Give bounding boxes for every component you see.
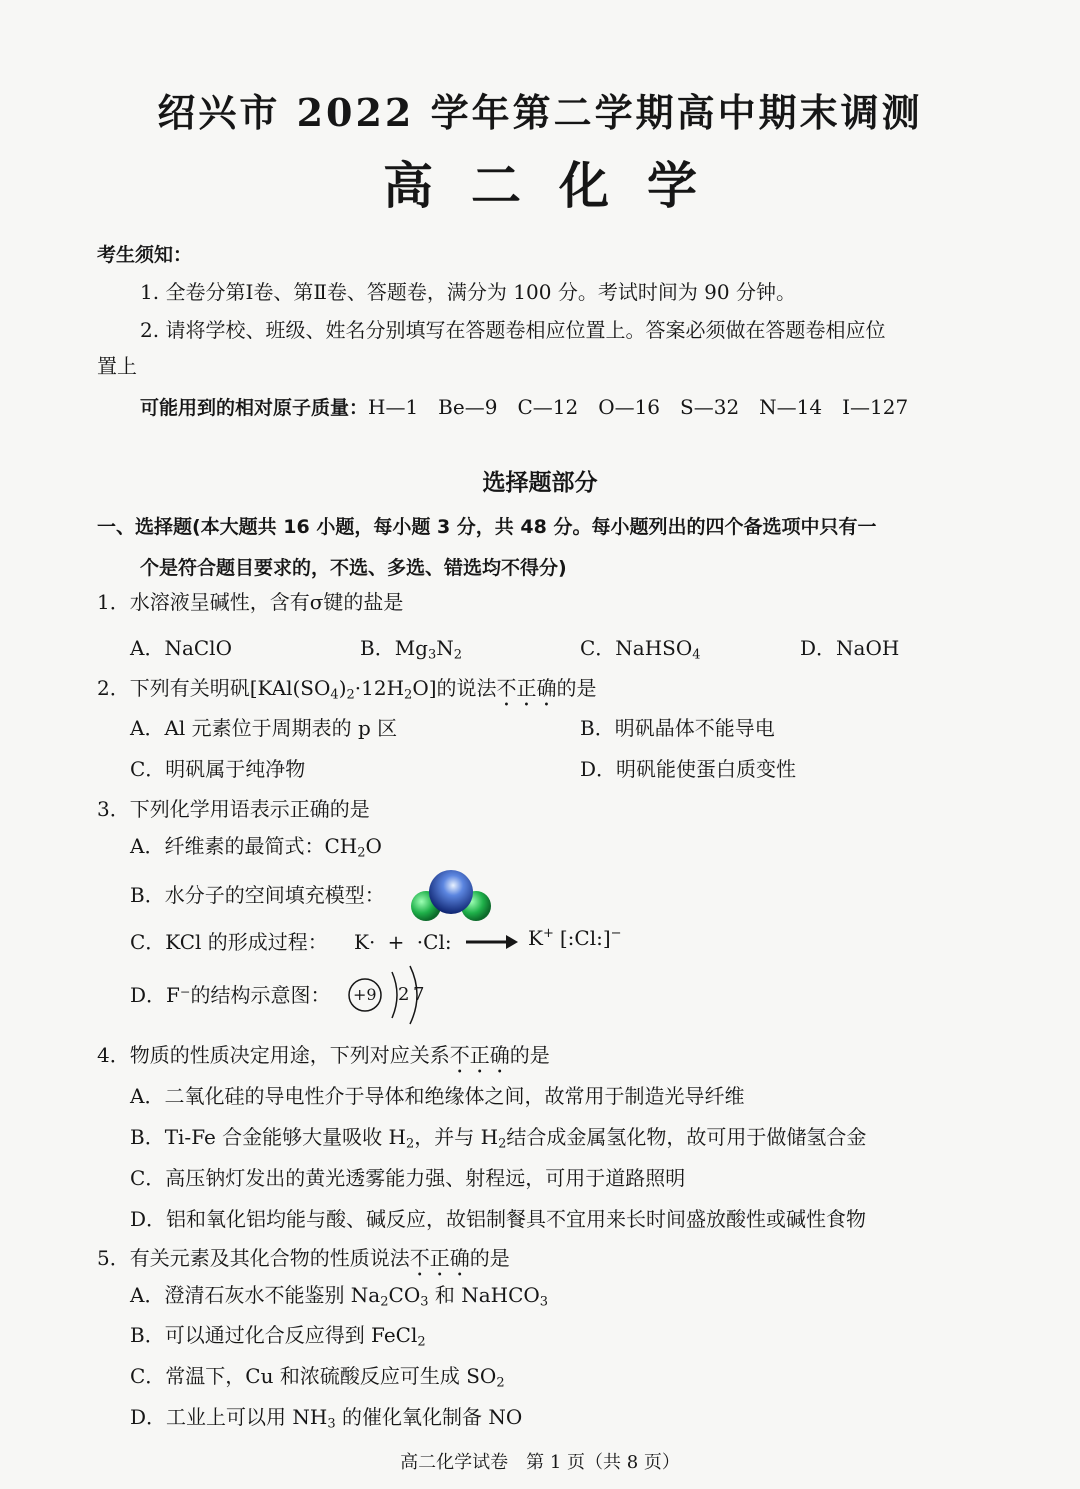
atomic-masses — [140, 393, 908, 420]
shell-1-electrons: 2 — [398, 984, 410, 1005]
q1-option-b: B．$Mg_3N_2$ — [360, 636, 463, 663]
q5-option-b: B．可以通过化合反应得到 FeCl$_2$ — [130, 1323, 426, 1350]
question-1-stem: 1．水溶液呈碱性，含有σ键的盐是 — [97, 590, 404, 614]
q4-option-a: A．二氧化硅的导电性介于导体和绝缘体之间，故常用于制造光导纤维 — [130, 1084, 745, 1108]
reaction-arrow-icon — [464, 932, 520, 952]
q1-option-a: A．NaClO — [130, 636, 232, 660]
section-title: 选择题部分 — [482, 469, 598, 496]
q4-option-d: D．铝和氧化铝均能与酸、碱反应，故铝制餐具不宜用来长时间盛放酸性或碱性食物 — [130, 1207, 867, 1231]
q4-option-c: C．高压钠灯发出的黄光透雾能力强、射程远，可用于道路照明 — [130, 1166, 686, 1190]
question-2-stem: 2．下列有关明矾$[KAl(SO_4)_2\cdot 12H_2O]$的说法不正确的是 — [97, 676, 597, 703]
page-footer: 高二化学试卷 第 1 页（共 8 页） — [400, 1452, 680, 1473]
part-1-instructions-line2: 个是符合题目要求的，不选、多选、错选均不得分) — [140, 557, 567, 579]
atomic-masses-values: H—1 Be—9 C—12 O—16 S—32 N—14 I—127 — [368, 395, 909, 419]
atomic-masses-label: 可能用到的相对原子质量： — [140, 397, 369, 419]
kcl-formation-equation — [354, 930, 452, 954]
q2-option-a: A．Al 元素位于周期表的 p 区 — [130, 716, 398, 740]
notice-heading: 考生须知： — [97, 244, 193, 266]
nucleus-charge: +9 — [353, 985, 377, 1004]
notice-item-1: 1. 全卷分第Ⅰ卷、第Ⅱ卷、答题卷，满分为 100 分。考试时间为 90 分钟。 — [140, 280, 796, 304]
q3-option-c: C．KCl 的形成过程： — [130, 930, 328, 954]
q5-option-c: C．常温下，Cu 和浓硫酸反应可生成 $SO_2$ — [130, 1364, 505, 1391]
subject-title: 高二化学 — [383, 156, 735, 215]
question-4-stem: 4．物质的性质决定用途，下列对应关系不正确的是 — [97, 1043, 550, 1067]
exam-title: 绍兴市 2022 学年第二学期高中期末调测 — [157, 90, 923, 135]
question-3-stem: 3．下列化学用语表示正确的是 — [97, 797, 370, 821]
potassium-electron-dot: K· — [354, 930, 376, 954]
question-5-stem: 5．有关元素及其化合物的性质说法不正确的是 — [97, 1246, 510, 1270]
emphasis-not-correct: 不正确 — [496, 676, 557, 700]
shell-2-electrons: 7 — [413, 984, 425, 1005]
oxygen-atom — [429, 870, 473, 914]
part-1-instructions-line1: 一、选择题(本大题共 16 小题，每小题 3 分，共 48 分。每小题列出的四个备选项中只有一 — [97, 516, 877, 538]
q3-option-a: A．纤维素的最简式：$CH_2O$ — [130, 834, 382, 861]
notice-item-2-line1: 2. 请将学校、班级、姓名分别填写在答题卷相应位置上。答案必须做在答题卷相应位 — [140, 318, 886, 342]
q2-option-d: D．明矾能使蛋白质变性 — [580, 757, 797, 781]
q5-option-d: D．工业上可以用 $NH_3$ 的催化氧化制备 NO — [130, 1405, 523, 1432]
q4-option-b: B．Ti-Fe 合金能够大量吸收 $H_2$，并与 $H_2$结合成金属氢化物，故可用于做储氢合金 — [130, 1125, 867, 1152]
q3-option-b: B．水分子的空间填充模型： — [130, 883, 385, 907]
q5-option-a: A．澄清石灰水不能鉴别 $Na_2CO_3$ 和 NaHCO$_3$ — [130, 1283, 549, 1310]
water-space-filling-model — [408, 866, 494, 926]
chlorine-electron-dot: ·Cl: — [416, 930, 452, 954]
q2-option-b: B．明矾晶体不能导电 — [580, 716, 775, 740]
electron-shell-1 — [392, 972, 397, 1018]
q3-option-d: D．F⁻的结构示意图： — [130, 983, 331, 1007]
q1-option-d: D．NaOH — [800, 636, 900, 660]
q2-option-c: C．明矾属于纯净物 — [130, 757, 306, 781]
kcl-product: K+ [:Cl:]− — [528, 926, 622, 950]
notice-item-2-line2: 置上 — [97, 354, 137, 378]
plus-sign: + — [387, 930, 405, 954]
q1-option-c: C．NaHSO$_4$ — [580, 636, 701, 663]
